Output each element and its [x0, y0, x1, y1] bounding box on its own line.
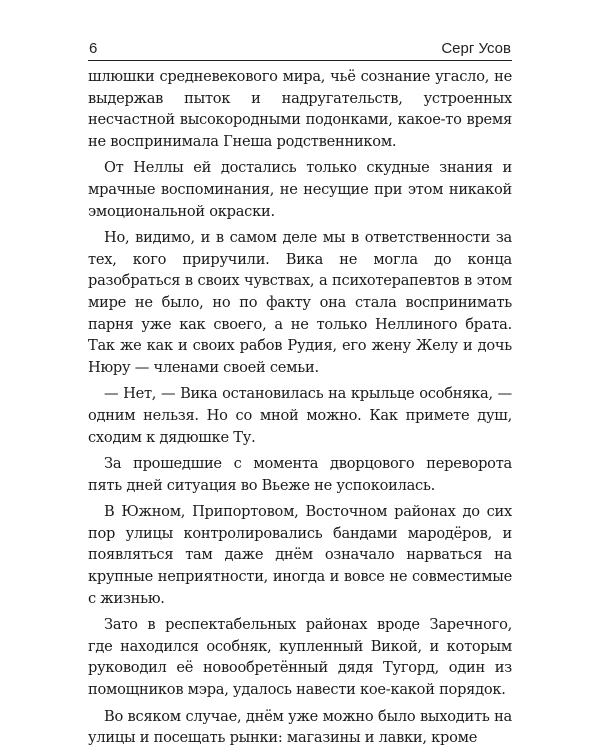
running-header	[88, 34, 512, 61]
paragraph: — Нет, — Вика остановилась на крыльце особняка, — одним нельзя. Но со мной можно. Как примете душ, сходим к дядюшке Ту.	[88, 385, 512, 446]
author-name: Серг Усов	[441, 40, 511, 57]
paragraph: От Неллы ей достались только скудные знания и мрачные воспоминания, не несущие при этом никакой эмоциональной окраски.	[88, 159, 512, 220]
paragraph: За прошедшие с момента дворцового переворота пять дней ситуация во Вьеже не успокоилась.	[88, 455, 512, 494]
paragraph: шлюшки средневекового мира, чьё сознание угасло, не выдержав пыток и надругательств, устроенных несчастной высокородными подонками, какое-то время не воспринимала Гнеша родственником.	[88, 68, 512, 150]
body-text	[88, 66, 512, 754]
page-number: 6	[89, 40, 98, 57]
paragraph: Но, видимо, и в самом деле мы в ответственности за тех, кого приручили. Вика не могла до конца разобраться в своих чувствах, а психотерапевтов в этом мире не было, но по факту она стала воспринимать парня уже как своего, а не только Неллиного брата. Так же как и своих рабов Рудия, его жену Желу и дочь Нюру — членами своей семьи.	[88, 229, 512, 376]
paragraph: Во всяком случае, днём уже можно было выходить на улицы и посещать рынки: магазины и лавки, кроме	[88, 707, 512, 747]
paragraph: Зато в респектабельных районах вроде Заречного, где находился особняк, купленный Викой, и которым руководил её новообретённый дядя Тугорд, один из помощников мэра, удалось навести кое-какой порядок.	[88, 616, 512, 699]
paragraph: В Южном, Припортовом, Восточном районах до сих пор улицы контролировались бандами мародёров, и появляться там даже днём означало нарваться на крупные неприятности, иногда и вовсе не совместимые с жизнью.	[88, 503, 512, 607]
